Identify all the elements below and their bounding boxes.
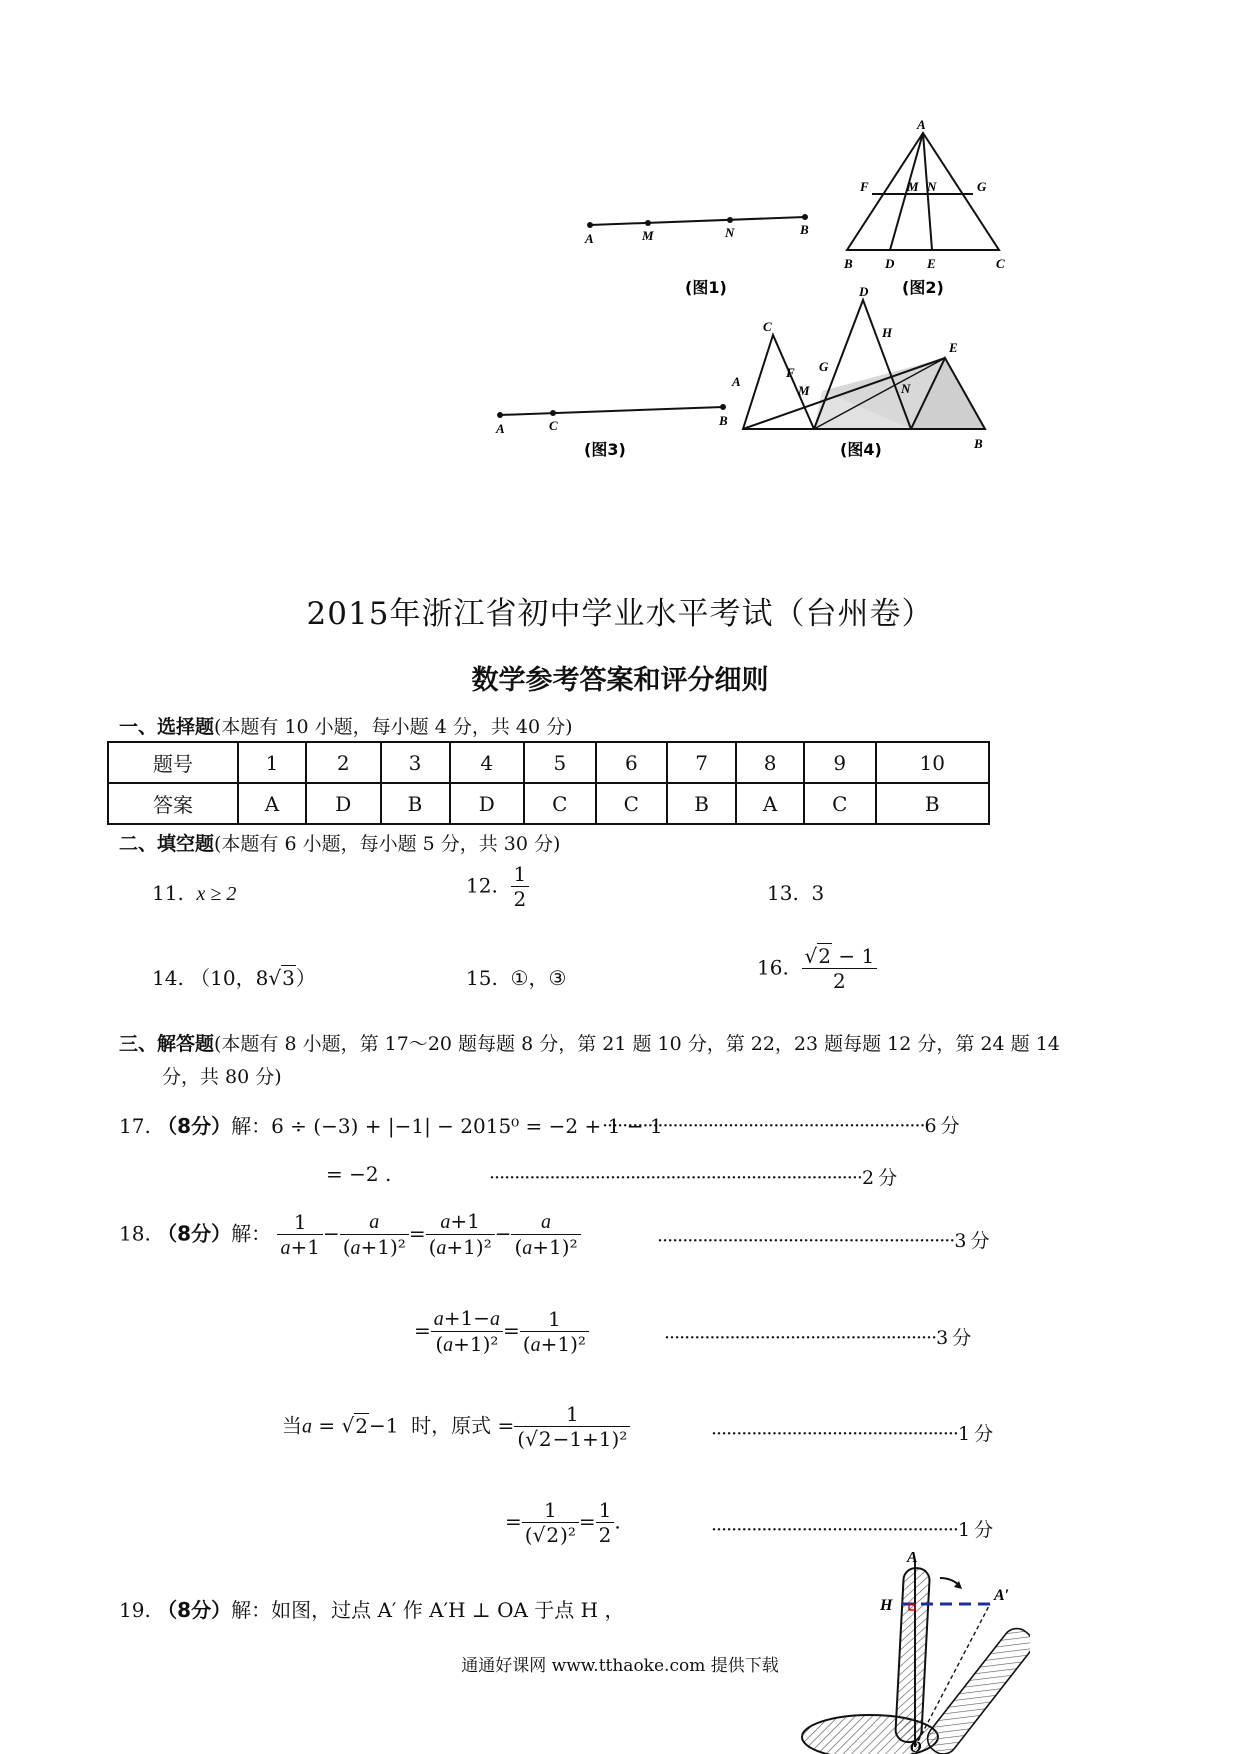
svg-text:F: F [786, 365, 795, 380]
fig1-label-n: N [725, 225, 735, 240]
svg-text:A: A [496, 421, 505, 436]
table-cell: 7 [667, 742, 736, 783]
fig2-caption: (图2) [902, 278, 944, 297]
table-cell: 2 [306, 742, 381, 783]
svg-text:N: N [927, 179, 937, 194]
section3-head: 三、解答题 [119, 1033, 215, 1055]
answer-14: 14. （10，8√3） [152, 966, 316, 990]
figure-1 [584, 214, 809, 297]
q18-score1: ···························································3 分 [657, 1230, 989, 1252]
table-row [108, 742, 989, 783]
fig1-label-a: A [585, 231, 594, 246]
table-cell: C [804, 783, 876, 824]
table-cell: 9 [804, 742, 876, 783]
answer-13: 13. 3 [767, 881, 825, 905]
table-row [108, 783, 989, 824]
q18-score3: ·················································1 分 [711, 1423, 993, 1445]
section3-note-1: (本题有 8 小题，第 17～20 题每题 8 分，第 21 题 10 分，第 22，23 题每题 12 分，第 24 题 14 [214, 1033, 1060, 1055]
page-subtitle: 数学参考答案和评分细则 [471, 665, 769, 696]
table-cell: B [667, 783, 736, 824]
q19-label-o: O [910, 1739, 922, 1754]
sqrt-icon: √ [804, 944, 818, 968]
q17-line1: 17. （8分）解：6 ÷ (−3) + |−1| − 2015⁰ = −2 + 1 − 1 [119, 1114, 663, 1138]
section2-head: 二、填空题 [119, 833, 215, 855]
table-cell: 1 [238, 742, 306, 783]
svg-text:M: M [907, 179, 919, 194]
q17-score1: ································································6 分 [602, 1115, 959, 1137]
svg-text:B: B [844, 256, 853, 271]
q18-score4: ·················································1 分 [711, 1519, 993, 1541]
q17-score2: ··········································································2 分 [489, 1167, 897, 1189]
answer-12: 12. $\frac{1}{2}$ [466, 862, 529, 912]
q19-label-a-prime: A′ [994, 1587, 1010, 1604]
section2-note: (本题有 6 小题，每小题 5 分，共 30 分) [214, 833, 561, 855]
section3-heading [119, 1029, 1129, 1056]
table-cell: C [596, 783, 668, 824]
fig1-label-b: B [800, 222, 809, 237]
figures-panel [480, 115, 1140, 475]
table-cell: D [450, 783, 525, 824]
section1-note: (本题有 10 小题，每小题 4 分，共 40 分) [214, 716, 573, 738]
fig4-caption: (图4) [840, 440, 882, 459]
q17-line2: = −2 . [326, 1162, 392, 1186]
svg-text:C: C [549, 418, 558, 433]
table-cell: C [524, 783, 596, 824]
svg-text:E: E [949, 340, 958, 355]
table-cell: 6 [596, 742, 668, 783]
svg-text:N: N [901, 381, 911, 396]
svg-text:C: C [996, 256, 1005, 271]
svg-text:M: M [798, 383, 810, 398]
q18-line1: 18. （8分）解： $\frac{1}{a+1}$ − $\frac{a}{\text{(a+1)²}}$ = $\frac{a+1}{\text{(a+1)²}}$ − $\frac{a}{\text{(a+1)²}}$ [119, 1209, 581, 1261]
table-cell: B [381, 783, 450, 824]
table-cell: D [306, 783, 381, 824]
table-cell: 3 [381, 742, 450, 783]
svg-text:C: C [763, 319, 772, 334]
page-title: 2015年浙江省初中学业水平考试（台州卷） [306, 596, 934, 632]
svg-text:B: B [974, 436, 983, 451]
section1-heading [119, 712, 573, 739]
q19-line1: 19. （8分）解：如图，过点 A′ 作 A′H ⊥ OA 于点 H ， [119, 1598, 625, 1622]
q18-line3: 当a = √2−1 时，原式 = $\frac{1}{\text{(√2−1+1)²}}$ [282, 1402, 630, 1452]
fig1-caption: (图1) [685, 278, 727, 297]
answer-15: 15. ①，③ [466, 966, 567, 990]
figure-3 [495, 404, 728, 459]
answer-16: 16. $\frac{√2 - 1}{2}$ [757, 944, 877, 994]
answer-11: 11. x ≥ 2 [152, 881, 237, 905]
fig3-caption: (图3) [584, 440, 626, 459]
svg-text:G: G [819, 359, 829, 374]
svg-text:E: E [927, 256, 936, 271]
svg-text:F: F [860, 179, 869, 194]
q18-line4: = $\frac{1}{\text{(√2)²}}$ = $\frac{1}{2}$ . [505, 1498, 621, 1547]
q18-line2: = $\frac{a+1-a}{\text{(a+1)²}}$ = $\frac{1}{\text{(a+1)²}}$ [414, 1306, 589, 1358]
footer-text: 通通好课网 www.tthaoke.com 提供下载 [461, 1656, 779, 1676]
svg-text:B: B [719, 413, 728, 428]
section2-heading [119, 829, 560, 856]
svg-text:D: D [859, 284, 869, 299]
svg-text:H: H [882, 325, 893, 340]
sqrt-icon: √ [268, 966, 282, 990]
svg-text:G: G [977, 179, 987, 194]
svg-text:A: A [732, 374, 741, 389]
q18-score2: ······················································3 分 [664, 1327, 971, 1349]
table-cell: 4 [450, 742, 525, 783]
answer-table [107, 741, 990, 825]
q19-label-a: A [907, 1552, 918, 1566]
svg-text:D: D [885, 256, 895, 271]
section1-head: 一、选择题 [119, 716, 215, 738]
q19-label-h: H [880, 1597, 893, 1614]
fig1-label-m: M [642, 228, 654, 243]
table-cell: A [238, 783, 306, 824]
table-row-label: 答案 [108, 783, 238, 824]
table-cell: B [876, 783, 989, 824]
table-cell: 5 [524, 742, 596, 783]
svg-text:A: A [917, 117, 926, 132]
table-cell: 8 [736, 742, 804, 783]
section3-note-2: 分，共 80 分) [162, 1066, 282, 1088]
figure-4 [731, 284, 985, 459]
table-cell: A [736, 783, 804, 824]
figure-2 [843, 117, 1005, 297]
table-row-label: 题号 [108, 742, 238, 783]
table-cell: 10 [876, 742, 989, 783]
